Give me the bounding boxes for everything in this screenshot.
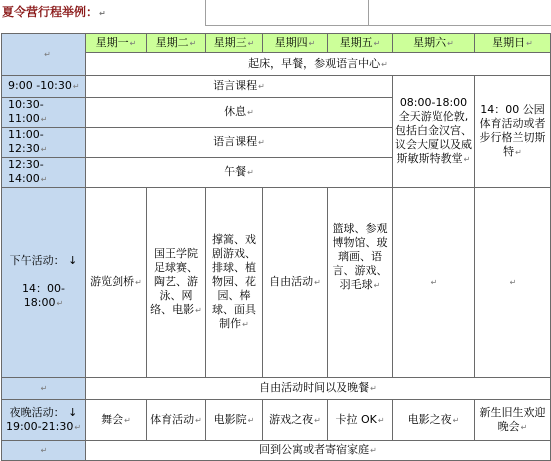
time-row: [2, 76, 551, 98]
day-thursday: 星期四↵: [263, 34, 328, 53]
day-friday: 星期五↵: [328, 34, 393, 53]
afternoon-wednesday: 撑篙、戏剧游戏、排球、植物园、花园、棒球、面具制作↵: [206, 188, 263, 378]
wake-cell: 起床，早餐，参观语言中心↵: [86, 53, 551, 76]
time-label: 10:30-11:00↵: [2, 98, 86, 128]
free-evening-label: ↵: [2, 378, 86, 400]
afternoon-tuesday: 国王学院足球赛、陶艺、游泳、网络、电影↵: [147, 188, 206, 378]
evening-row: [2, 400, 551, 441]
afternoon-thursday: 自由活动↵: [263, 188, 328, 378]
free-evening-row: [2, 378, 551, 400]
return-row: [2, 441, 551, 461]
time-label: 9:00 -10:30↵: [2, 76, 86, 98]
corner-cell: ↵: [2, 34, 86, 76]
evening-friday: 卡拉 OK↵: [328, 400, 393, 441]
header-empty-cell: [368, 0, 551, 26]
afternoon-monday: 游览剑桥↵: [86, 188, 147, 378]
saturday-cell: 08:00-18:00 全天游览伦敦,包括白金汉宫、议会大厦以及威斯敏斯特教堂↵: [393, 76, 475, 188]
page-title: 夏令营行程举例：↵: [2, 5, 106, 19]
activity-cell: 语言课程↵: [86, 76, 393, 98]
time-label: 12:30-14:00↵: [2, 158, 86, 188]
afternoon-sunday: ↵: [475, 188, 551, 378]
day-saturday: 星期六↵: [393, 34, 475, 53]
activity-cell: 午餐↵: [86, 158, 393, 188]
free-evening-cell: 自由活动时间以及晚餐↵: [86, 378, 551, 400]
day-tuesday: 星期二↵: [147, 34, 206, 53]
day-monday: 星期一↵: [86, 34, 147, 53]
afternoon-row: [2, 188, 551, 378]
return-cell: 回到公寓或者寄宿家庭↵: [86, 441, 551, 461]
evening-thursday: 游戏之夜↵: [263, 400, 328, 441]
header-empty-cell: [205, 0, 369, 26]
activity-cell: 语言课程↵: [86, 128, 393, 158]
day-header-row: [2, 34, 551, 53]
header-bar: [0, 0, 551, 27]
evening-label: 夜晚活动： ↓ 19:00-21:30↵: [2, 400, 86, 441]
time-label: 11:00-12:30↵: [2, 128, 86, 158]
evening-wednesday: 电影院↵: [206, 400, 263, 441]
sunday-cell: 14：00 公园体育活动或者步行格兰切斯特↵: [475, 76, 551, 188]
day-sunday: 星期日↵: [475, 34, 551, 53]
afternoon-friday: 篮球、参观博物馆、玻璃画、语言、游戏、羽毛球↵: [328, 188, 393, 378]
evening-saturday: 电影之夜↵: [393, 400, 475, 441]
afternoon-saturday: ↵: [393, 188, 475, 378]
activity-cell: 休息↵: [86, 98, 393, 128]
afternoon-label: 下午活动： ↓ 14：00-18:00↵: [2, 188, 86, 378]
schedule-table: [1, 33, 551, 461]
evening-tuesday: 体育活动↵: [147, 400, 206, 441]
return-label: ↵: [2, 441, 86, 461]
day-wednesday: 星期三↵: [206, 34, 263, 53]
evening-sunday: 新生旧生欢迎晚会↵: [475, 400, 551, 441]
evening-monday: 舞会↵: [86, 400, 147, 441]
